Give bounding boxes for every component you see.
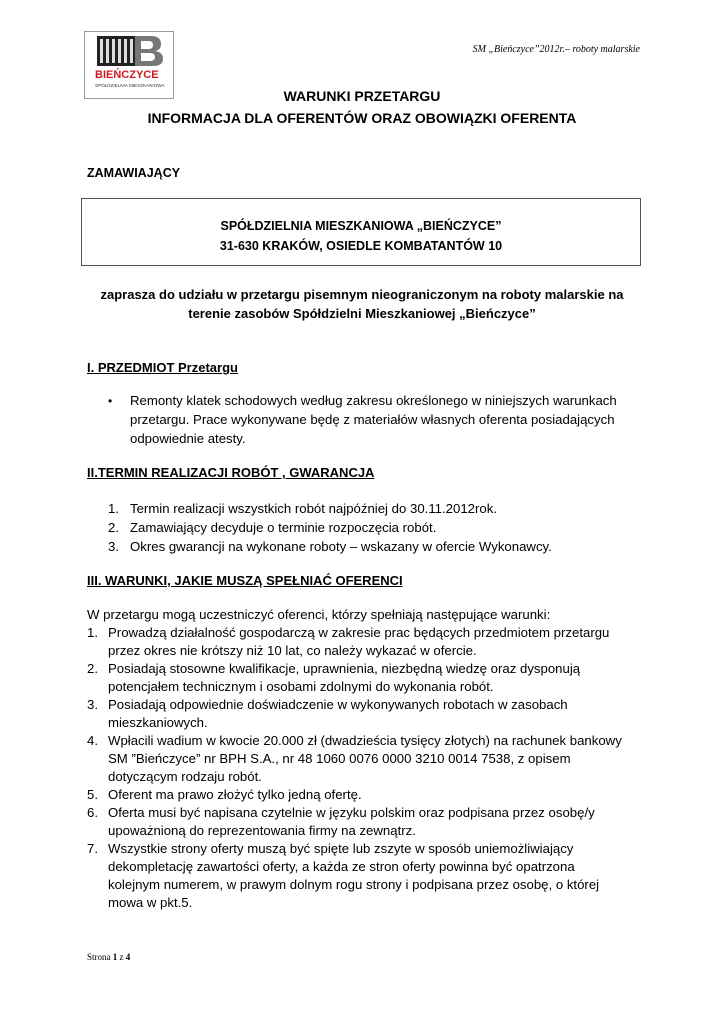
header-note: SM „Bieńczyce”2012r.– roboty malarskie (472, 44, 640, 55)
bullet-line: Remonty klatek schodowych według zakresu określonego w niniejszych warunkach (130, 393, 617, 408)
list-number: 5. (87, 787, 98, 802)
section-3-intro: W przetargu mogą uczestniczyć oferenci, którzy spełniają następujące warunki: (87, 607, 551, 622)
list-number: 3. (87, 697, 98, 712)
invitation-line: zaprasza do udziału w przetargu pisemnym nieograniczonym na roboty malarskie na (100, 287, 624, 302)
page-number: 1 (112, 952, 118, 962)
page-word: Strona (87, 952, 111, 962)
list-line: Prowadzą działalność gospodarczą w zakresie prac będących przedmiotem przetargu (108, 625, 610, 640)
orderer-name: SPÓŁDZIELNIA MIESZKANIOWA „BIEŃCZYCE” (220, 219, 502, 233)
list-number: 1. (87, 625, 98, 640)
of-word: z (119, 952, 124, 962)
list-line: upoważnioną do reprezentowania firmy na zewnątrz. (108, 823, 416, 838)
list-text: Okres gwarancji na wykonane roboty – wskazany w ofercie Wykonawcy. (130, 539, 552, 554)
bullet-icon: • (108, 394, 113, 408)
list-number: 3. (108, 539, 119, 554)
list-number: 2. (108, 520, 119, 535)
list-number: 1. (108, 501, 119, 516)
page-total: 4 (125, 952, 131, 962)
bullet-line: przetargu. Prace wykonywane będę z materiałów własnych oferenta posiadających (130, 412, 615, 427)
list-number: 2. (87, 661, 98, 676)
list-text: Zamawiający decyduje o terminie rozpoczęcia robót. (130, 520, 437, 535)
logo-subtitle: SPÓŁDZIELNIA MIESZKANIOWA (95, 83, 165, 88)
orderer-label: ZAMAWIAJĄCY (87, 166, 181, 180)
bullet-line: odpowiednie atesty. (130, 431, 246, 446)
orderer-address: 31-630 KRAKÓW, OSIEDLE KOMBATANTÓW 10 (219, 239, 503, 253)
list-line: Posiadają odpowiednie doświadczenie w wykonywanych robotach w zasobach (108, 697, 568, 712)
list-line: dotyczącym rodzaju robót. (108, 769, 262, 784)
document-title: WARUNKI PRZETARGU (283, 88, 441, 104)
list-line: SM ”Bieńczyce” nr BPH S.A., nr 48 1060 0076 0000 3210 0014 7538, z opisem (108, 751, 571, 766)
list-number: 4. (87, 733, 98, 748)
invitation-line: terenie zasobów Spółdzielni Mieszkaniowej „Bieńczyce” (188, 306, 536, 321)
logo-name: BIEŃCZYCE (95, 69, 159, 81)
invitation-text (0, 285, 724, 323)
list-line: przez okres nie krótszy niż 10 lat, co należy wykazać w ofercie. (108, 643, 477, 658)
list-line: kolejnym numerem, w prawym dolnym rogu strony i podpisana przez osobę, o której (108, 877, 600, 892)
orderer-box (81, 198, 641, 266)
list-line: dekompletację zawartości oferty, a każda ze stron oferty powinna być opatrzona (108, 859, 575, 874)
list-line: mieszkaniowych. (108, 715, 208, 730)
list-text: Termin realizacji wszystkich robót najpóźniej do 30.11.2012rok. (130, 501, 497, 516)
list-line: Wszystkie strony oferty muszą być spięte lub zszyte w sposób uniemożliwiający (108, 841, 574, 856)
list-line: mowa w pkt.5. (108, 895, 193, 910)
list-number: 6. (87, 805, 98, 820)
section-3-heading: III. WARUNKI, JAKIE MUSZĄ SPEŁNIAĆ OFERENCI (87, 573, 403, 588)
list-number: 7. (87, 841, 98, 856)
list-line: Wpłacili wadium w kwocie 20.000 zł (dwadzieścia tysięcy złotych) na rachunek bankowy (108, 733, 622, 748)
page-footer (87, 952, 130, 962)
list-line: Oferent ma prawo złożyć tylko jedną ofertę. (108, 787, 362, 802)
document-subtitle: INFORMACJA DLA OFERENTÓW ORAZ OBOWIĄZKI OFERENTA (147, 110, 577, 126)
list-line: Oferta musi być napisana czytelnie w języku polskim oraz podpisana przez osobę/y (108, 805, 595, 820)
list-line: Posiadają stosowne kwalifikacje, uprawnienia, niezbędną wiedzę oraz dysponują (108, 661, 581, 676)
section-2-heading: II.TERMIN REALIZACJI ROBÓT , GWARANCJA (87, 465, 375, 480)
list-line: potencjałem technicznym i osobami zdolnymi do wykonania robót. (108, 679, 494, 694)
section-1-heading: I. PRZEDMIOT Przetargu (87, 360, 238, 375)
